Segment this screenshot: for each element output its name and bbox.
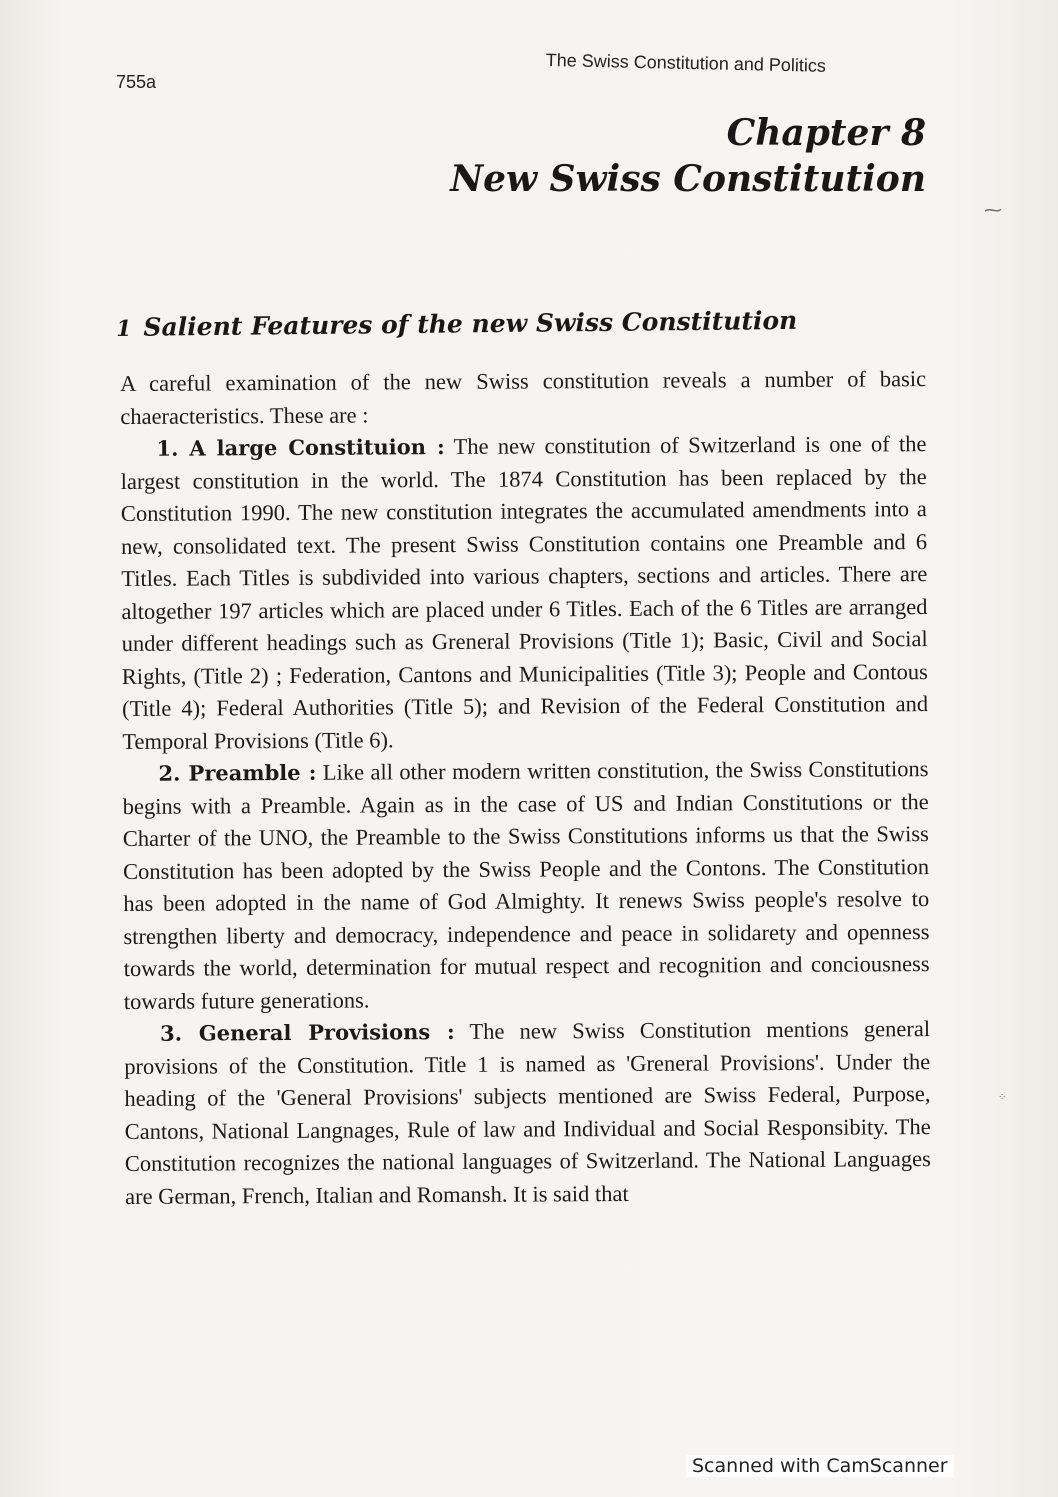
intro-paragraph: A careful examination of the new Swiss constitution reveals a number of basic chaeracteristics. These are :: [120, 366, 927, 429]
paragraph-heading: 2. Preamble :: [158, 759, 317, 786]
paragraph-heading: 1. A large Constituion :: [156, 434, 445, 461]
paragraph-preamble: [122, 753, 930, 1018]
section-title: Salient Features of the new Swiss Constitution: [143, 305, 798, 342]
chapter-title: New Swiss Constitution: [450, 158, 926, 200]
section-heading: [116, 305, 926, 342]
chapter-heading: [450, 110, 926, 202]
running-head: The Swiss Constitution and Politics: [545, 50, 827, 76]
scan-mark: ⁘: [998, 1092, 1007, 1103]
scan-mark: ⁓: [984, 200, 1002, 221]
body-text: [120, 363, 931, 1213]
paragraph-heading: 3. General Provisions :: [159, 1018, 455, 1046]
paragraph-general-provisions: [124, 1013, 931, 1213]
chapter-label: Chapter 8: [726, 112, 926, 154]
paragraph-text: The new constitution of Switzerland is one of the largest constitution in the world. The 1874 Constitution has been replaced by the Constitution 1990. The new constitution integrates the accumulated amendments into a new, consolidated text. The present Swiss Constitution contains one Preamble and 6 Titles. Each Titles is subdivided into various chapters, sections and articles. There are altogether 197 articles which are placed under 6 Titles. Each of the 6 Titles are arranged under different headings such as Greneral Provisions (Title 1); Basic, Civil and Social Rights, (Title 2) ; Federation, Cantons and Municipalities (Title 3); People and Contous (Title 4); Federal Authorities (Title 5); and Revision of the Federal Constitution and Temporal Provisions (Title 6).: [120, 431, 929, 754]
camscanner-watermark: Scanned with CamScanner: [686, 1455, 954, 1477]
paragraph-large-constitution: [120, 428, 928, 758]
page-number: 755a: [116, 72, 157, 92]
paragraph-text: The new Swiss Constitution mentions general provisions of the Constitution. Title 1 is named as 'Greneral Provisions'. Under the heading of the 'General Provisions' subjects mentioned are Swiss Federal, Purpose, Cantons, National Langnages, Rule of law and Individual and Social Responsibity. The Constitution recognizes the national languages of Switzerland. The National Languages are German, French, Italian and Romansh. It is said that: [124, 1016, 931, 1209]
paragraph-text: Like all other modern written constitution, the Swiss Constitutions begins with a Preamble. Again as in the case of US and Indian Constitutions or the Charter of the UNO, the Preamble to the Swiss Constitutions informs us that the Swiss Constitution has been adopted by the Swiss People and the Contons. The Constitution has been adopted in the name of God Almighty. It renews Swiss people's resolve to strengthen liberty and democracy, independence and peace in solidarety and openness towards the world, determination for mutual respect and recognition and conciousness towards future generations.: [122, 756, 930, 1014]
section-number: 1: [116, 315, 132, 342]
